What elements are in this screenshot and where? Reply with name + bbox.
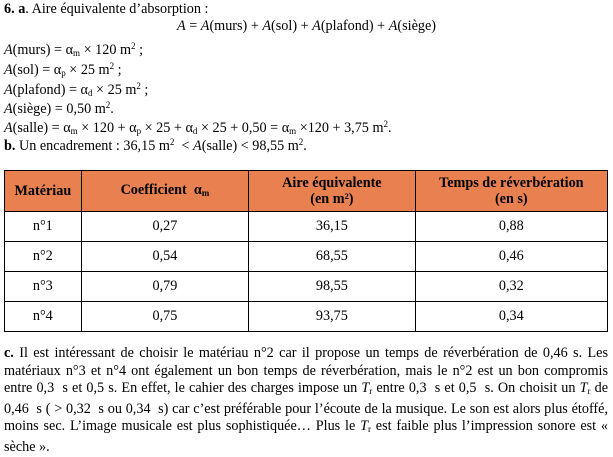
line-plafond: A(plafond) = $\alpha_d \times 25$ $m^2$ ; <box>4 81 149 98</box>
cell-coefficient: 0,75 <box>81 302 248 332</box>
cell-temps: 0,32 <box>415 272 607 302</box>
cell-aire: 68,55 <box>249 242 416 272</box>
line-murs: A(murs) = $\alpha_m \times 120$ $m^2$ ; <box>4 41 144 58</box>
cell-aire: 93,75 <box>249 302 416 332</box>
cell-coefficient: 0,79 <box>81 272 248 302</box>
header-coefficient: Coefficient $\alpha_m$ <box>81 171 248 212</box>
line-salle: A(salle) = $\alpha_m \times 120 + \alpha_p \times 25 + \alpha_d \times 25 + 0,50 = \alpha_m \times 120 + 3,75$ $m^2$. <box>4 119 392 136</box>
section-a-label: 6. a <box>4 1 26 17</box>
section-b: b. Un encadrement : 36,15 $m^2$ < A(salle) < 98,55 $m^2$. <box>4 137 307 154</box>
cell-temps: 0,46 <box>415 242 607 272</box>
cell-materiau: n°4 <box>5 302 82 332</box>
cell-coefficient: 0,54 <box>81 242 248 272</box>
cell-materiau: n°1 <box>5 212 82 242</box>
cell-temps: 0,88 <box>415 212 607 242</box>
table-row <box>5 212 608 242</box>
table-row <box>5 242 608 272</box>
table-row <box>5 302 608 332</box>
header-temps: Temps de réverbération (en s) <box>415 171 607 212</box>
cell-aire: 98,55 <box>249 272 416 302</box>
equation-text: A = A(murs) + A(sol) + A(plafond) + A(siège) <box>177 18 436 34</box>
materials-table <box>4 170 608 332</box>
header-aire: Aire équivalente (en m²) <box>249 171 416 212</box>
absorption-equation <box>0 18 613 35</box>
cell-aire: 36,15 <box>249 212 416 242</box>
section-c-label: c. <box>4 345 14 361</box>
section-a-title: . Aire équivalente d’absorption : <box>25 1 209 17</box>
cell-materiau: n°3 <box>5 272 82 302</box>
cell-materiau: n°2 <box>5 242 82 272</box>
section-b-label: b. <box>4 138 16 154</box>
header-materiau: Matériau <box>5 171 82 212</box>
cell-coefficient: 0,27 <box>81 212 248 242</box>
line-siege: A(siège) = 0,50 $m^2$. <box>4 100 114 117</box>
table-row <box>5 272 608 302</box>
section-c-paragraph: c. Il est intéressant de choisir le matériau n°2 car il propose un temps de réverbération de 0,46 s. Les matériaux n°3 et n°4 ont également un bon temps de réverbération, mais le n°2 est un bon compromis entre 0,3 s et 0,5 s. En effet, le cahier des charges impose un $T_r$ entre 0,3 s et 0,5 s. On choisit un $T_r$ de 0,46 s ( > 0,32 s ou 0,34 s) car c’est préférable pour l’écoute de la musique. Le son est alors plus étoffé, moins sec. L’image musicale est plus sophistiquée… Plus le $T_r$ est faible plus l’impression sonore est « sèche ». <box>4 345 608 455</box>
cell-temps: 0,34 <box>415 302 607 332</box>
line-sol: $A(sol) = \alpha_p \times 25$ $m^2$ ; <box>4 61 122 78</box>
table-header-row <box>5 171 608 212</box>
section-a-heading <box>4 1 209 18</box>
